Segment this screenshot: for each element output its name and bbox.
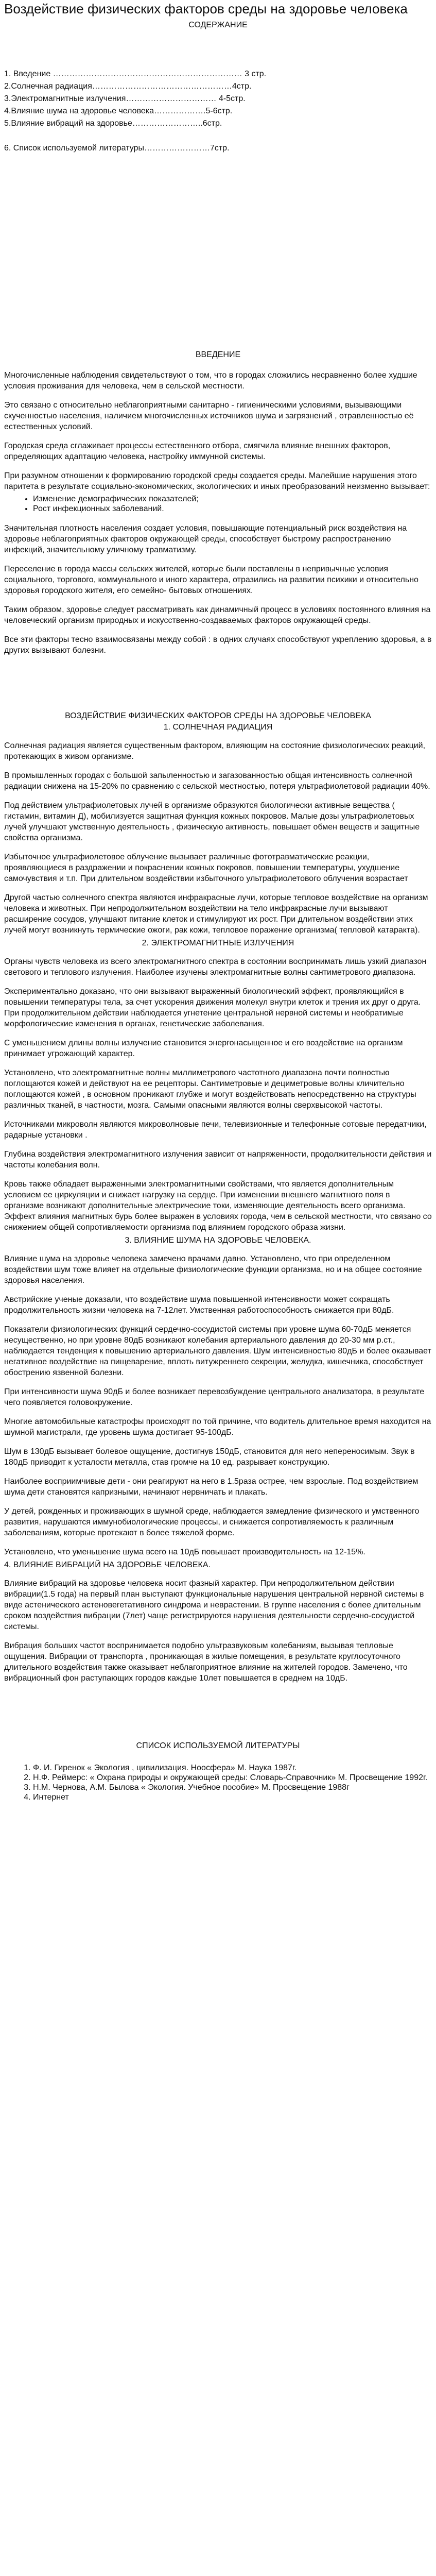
section-noise <box>4 1235 432 1557</box>
section-solar-radiation <box>4 722 432 936</box>
toc-entry: 3.Электромагнитные излучения…………………………… 4-5стр. <box>4 94 246 103</box>
section-heading: 3. ВЛИЯНИЕ ШУМА НА ЗДОРОВЬЕ ЧЕЛОВЕКА. <box>125 1236 311 1245</box>
paragraph: Под действием ультрафиолетовых лучей в организме образуются биологически активные вещества ( гистамин, витамин Д), мобилизуется защитная функция кожных покровов. Малые дозы ультрафиолетовых лучей улучшают умственную деятельность , физическую активность, повышает обмен веществ и защитные свойства организма. <box>4 801 420 842</box>
paragraph: При интенсивности шума 90дБ и более возникает перевозбуждение центрального анализатора, в результате чего появляется головокружение. <box>4 1387 425 1407</box>
toc-entry: 1. Введение …………………………………………………………… 3 стр. <box>4 70 267 78</box>
list-item: 1. Ф. И. Гиренок « Экология , цивилизация. Ноосфера» М. Наука 1987г. <box>33 1763 432 1773</box>
section-heading: 2. ЭЛЕКТРОМАГНИТНЫЕ ИЗЛУЧЕНИЯ <box>142 939 294 947</box>
paragraph: Все эти факторы тесно взаимосвязаны между собой : в одних случаях способствуют укреплению здоровья, а в других вызывают болезни. <box>4 635 432 655</box>
paragraph: Наиболее восприимчивые дети - они реагируют на него в 1.5раза острее, чем взрослые. Под воздействием шума дети становятся капризными, начинают нервничать и плакать. <box>4 1477 418 1497</box>
toc-entry: 6. Список используемой литературы……………………7стр. <box>4 144 230 152</box>
paragraph: Австрийские ученые доказали, что воздействие шума повышенной интенсивности может сокращать продолжительность жизни человека на 7-12лет. Умственная работоспособность снижается при 80дБ. <box>4 1295 394 1315</box>
paragraph: Глубина воздействия электромагнитного излучения зависит от напряженности, продолжительности действия и частоты колебания волн. <box>4 1150 432 1170</box>
bullet-list <box>4 494 432 514</box>
paragraph: В промышленных городах с большой запыленностью и загазованностью общая интенсивность солнечной радиации снижена на 15-20% по сравнению с сельской местностью, потеря ультрафиолетовой радиации 40%. <box>4 771 430 791</box>
intro-heading: ВВЕДЕНИЕ <box>195 350 241 359</box>
paragraph: Источниками микроволн являются микроволновые печи, телевизионные и телефонные сотовые передатчики, радарные установки . <box>4 1120 427 1140</box>
paragraph: При разумном отношении к формированию городской среды создается среды. Малейшие нарушения этого паритета в результате социально-экономических, экологических и иных преобразований неизменно вызывает: <box>4 471 430 491</box>
references-list <box>4 1763 432 1802</box>
list-item: • Изменение демографических показателей; <box>33 494 432 504</box>
section-vibration <box>4 1560 432 1684</box>
list-item: 4. Интернет <box>33 1792 432 1802</box>
main-heading: ВОЗДЕЙСТВИЕ ФИЗИЧЕСКИХ ФАКТОРОВ СРЕДЫ НА ЗДОРОВЬЕ ЧЕЛОВЕКА <box>65 711 371 720</box>
paragraph: Солнечная радиация является существенным фактором, влияющим на состояние физиологических реакций, протекающих в живом организме. <box>4 741 426 761</box>
toc-entry: 5.Влияние вибраций на здоровье……………………..6стр. <box>4 119 222 128</box>
toc-entry: 2.Солнечная радиация……………………………………………4стр. <box>4 82 252 91</box>
paragraph: Другой частью солнечного спектра являются инфракрасные лучи, которые тепловое воздействие на организм человека и животных. При непродолжительном воздействии на тело инфракрасные лучи вызывают расширение сосудов, улучшают питание клеток и стимулируют их рост. При длительном воздействии этих лучей могут возникнуть термические ожоги, рак кожи, тепловое поражение организма( тепловой катаракта). <box>4 893 428 935</box>
paragraph: Установлено, что электромагнитные волны миллиметрового частотного диапазона почти полностью поглощаются кожей и действуют на ее рецепторы. Сантиметровые и дециметровые волны кличительно поглощаются кожей , в основном проникают глубже и могут воздействовать непосредственно на структуры различных тканей, в частности, мозга. Самыми опасными являются волны сверхвысокой частоты. <box>4 1069 416 1110</box>
paragraph: Значительная плотность населения создает условия, повышающие потенциальный риск воздействия на здоровье неблагоприятных факторов окружающей среды, способствует быстрому распространению инфекций, значительному уличному травматизму. <box>4 524 407 554</box>
list-item: • Рост инфекционных заболеваний. <box>33 504 432 514</box>
paragraph: Шум в 130дБ вызывает болевое ощущение, достигнув 150дБ, становится для него непереносимым. Звук в 180дБ приводит к усталости металла, став громче на 10 ед. разрывает конструкцию. <box>4 1447 415 1467</box>
paragraph: Городская среда сглаживает процессы естественного отбора, смягчила влияние внешних факторов, определяющих адаптацию человека, настройку иммунной системы. <box>4 442 391 461</box>
paragraph: Показатели физиологических функций сердечно-сосудистой системы при уровне шума 60-70дБ меняется несущественно, но при уровне 80дБ возникают колебания артериального давления до 20-30 мм р.ст., наблюдается тенденция к повышению артериального давления. Шум интенсивностью 80дБ и более оказывает негативное воздействие на пищеварение, вплоть витужреннего секреции, желудка, кишечника, способствует обострению язвенной болезни. <box>4 1325 431 1377</box>
contents-heading: СОДЕРЖАНИЕ <box>188 21 248 29</box>
paragraph: Многочисленные наблюдения свидетельствуют о том, что в городах сложились несравненно более худшие условия проживания для человека, чем в сельской местности. <box>4 371 417 391</box>
references-heading: СПИСОК ИСПОЛЬЗУЕМОЙ ЛИТЕРАТУРЫ <box>136 1741 300 1750</box>
paragraph: Влияние вибраций на здоровье человека носит фазный характер. При непродолжительном действии вибрации(1.5 года) на первый план выступают функциональные нарушения центральной нервной системы в виде астенического астеновегетативного синдрома и неврастении. В группе населения с более длительным сроком воздействия вибрации (7лет) чаще регистрируются нарушения деятельности сердечно-сосудистой системы. <box>4 1579 424 1631</box>
paragraph: Многие автомобильные катастрофы происходят по той причине, что водитель длительное время находится на шумной магистрали, где уровень шума достигает 95-100дБ. <box>4 1417 431 1437</box>
paragraph: Таким образом, здоровье следует рассматривать как динамичный процесс в условиях постоянного влияния на человеческий организм природных и искусственно-создаваемых факторов окружающей среды. <box>4 605 431 625</box>
document-title: Воздействие физических факторов среды на здоровье человека <box>4 1 408 16</box>
toc-entry: 4.Влияние шума на здоровье человека……………….5-6стр. <box>4 107 233 115</box>
paragraph: У детей, рожденных и проживающих в шумной среде, наблюдается замедление физического и умственного развития, нарушаются иммунобиологические процессы, и снижается сопротивляемость к различным заболеваниям, которые протекают в более тяжелой форме. <box>4 1507 420 1537</box>
paragraph: Экспериментально доказано, что они вызывают выраженный биологический эффект, проявляющийся в повышении температуры тела, за счет ускорения движения молекул внутри клеток и трения их друг о друга. При продолжительном действии наблюдается угнетение центральной нервной системы и необратимые морфологические изменения в органах, генетические заболевания. <box>4 987 421 1028</box>
section-heading: 1. СОЛНЕЧНАЯ РАДИАЦИЯ <box>163 723 273 732</box>
table-of-contents <box>4 68 432 155</box>
paragraph: Это связано с относительно неблагоприятными санитарно - гигиеническими условиями, вызывающими скученностью населения, наличием многочисленных источников шума и загрязнений , отравленностью её естественных условий. <box>4 401 414 431</box>
paragraph: Органы чувств человека из всего электромагнитного спектра в состоянии воспринимать лишь узкий диапазон светового и теплового излучения. Наиболее изучены электромагнитные волны сантиметрового диапазона. <box>4 957 427 977</box>
paragraph: Переселение в города массы сельских жителей, которые были поставлены в непривычные условия социального, торгового, коммунального и иного характера, отразились на развитии психики и относительно здоровья городского жителя, его семейно- бытовых отношениях. <box>4 565 418 595</box>
paragraph: С уменьшением длины волны излучение становится энергонасыщенное и его воздействие на организм принимает угрожающий характер. <box>4 1039 403 1058</box>
paragraph: Установлено, что уменьшение шума всего на 10дБ повышает производительность на 12-15%. <box>4 1548 365 1556</box>
list-item: 2. Н.Ф. Реймерс: « Охрана природы и окружающей среды: Словарь-Справочник» М. Просвещение 1992г. <box>33 1773 432 1783</box>
list-item: 3. Н.М. Чернова, А.М. Былова « Экология. Учебное пособие» М. Просвещение 1988г <box>33 1783 432 1792</box>
section-electromagnetic <box>4 938 432 1233</box>
main-section <box>4 710 432 1684</box>
section-heading: 4. ВЛИЯНИЕ ВИБРАЦИЙ НА ЗДОРОВЬЕ ЧЕЛОВЕКА. <box>4 1561 211 1569</box>
paragraph: Влияние шума на здоровье человека замечено врачами давно. Установлено, что при определенном воздействии шум тоже влияет на отдельные физиологические функции организма, но и на общее состояние здоровья населения. <box>4 1255 422 1285</box>
references-section <box>4 1740 432 1802</box>
paragraph: Кровь также обладает выраженными электромагнитными свойствами, что является дополнительным условием ее циркуляции и снижает нагрузку на сердце. При изменении внешнего магнитного поля в организме возникают дополнительные электрические токи, изменяющие деятельность всего организма. Эффект влияния магнитных бурь более выражен в условиях города, чем в сельской местности, что связано со снижением общей сопротивляемости организма под влиянием городского образа жизни. <box>4 1180 432 1232</box>
paragraph: Вибрация больших частот воспринимается подобно ультразвуковым колебаниям, вызывая тепловые ощущения. Вибрации от транспорта , проникающая в жилые помещения, в результате круглосуточного длительного воздействия также оказывает неблагоприятное влияние на жителей городов. Замечено, что вибрационный фон раступающих городов каждые 10лет повышается в среднем на 10дБ. <box>4 1641 408 1683</box>
intro-section <box>4 349 432 656</box>
paragraph: Избыточное ультрафиолетовое облучение вызывает различные фототравматические реакции, проявляющиеся в раздражении и покраснении кожных покровов, повышении температуры, ухудшение самочувствия и т.п. При длительном воздействии избыточного ультрафиолетового облучения возрастает <box>4 853 408 883</box>
